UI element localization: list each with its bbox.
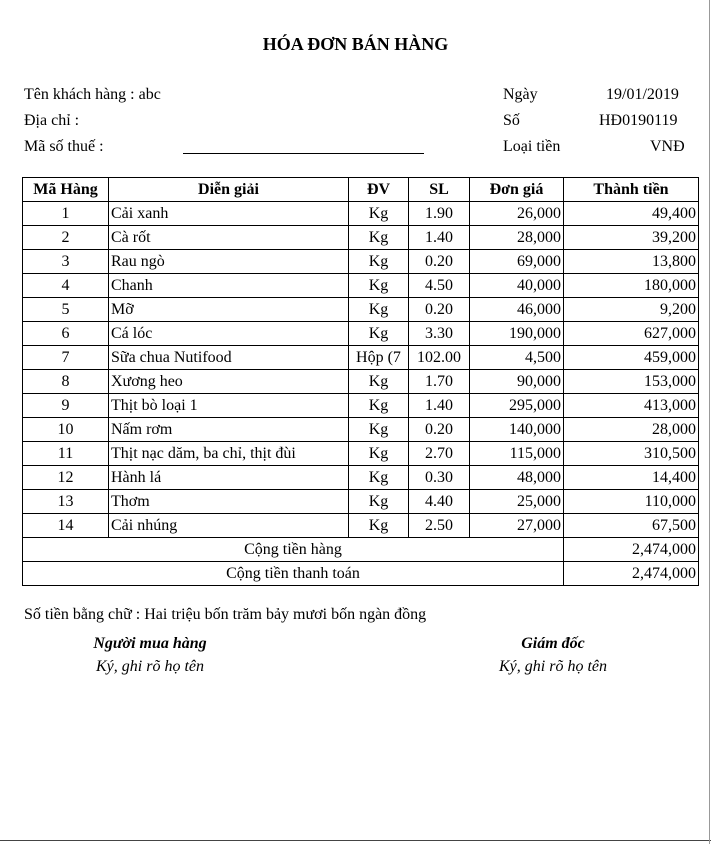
item-quantity: 0.20	[409, 250, 470, 274]
table-row	[23, 346, 699, 370]
item-description: Cải nhúng	[109, 514, 349, 538]
item-unit: Kg	[349, 226, 409, 250]
header-item-code: Mã Hàng	[23, 178, 109, 202]
item-description: Cải xanh	[109, 202, 349, 226]
item-quantity: 0.20	[409, 418, 470, 442]
item-unit: Kg	[349, 514, 409, 538]
buyer-signature-note: Ký, ghi rõ họ tên	[96, 658, 204, 675]
item-quantity: 0.20	[409, 298, 470, 322]
item-amount: 310,500	[564, 442, 699, 466]
item-unit-price: 27,000	[470, 514, 564, 538]
table-header-row	[23, 178, 699, 202]
item-unit: Kg	[349, 370, 409, 394]
table-row	[23, 370, 699, 394]
date-label: Ngày	[503, 86, 538, 103]
item-code: 11	[23, 442, 109, 466]
item-unit: Kg	[349, 466, 409, 490]
table-row	[23, 274, 699, 298]
item-code: 14	[23, 514, 109, 538]
item-unit: Kg	[349, 442, 409, 466]
item-amount: 49,400	[564, 202, 699, 226]
item-unit-price: 48,000	[470, 466, 564, 490]
tax-code-line	[183, 153, 424, 154]
item-code: 7	[23, 346, 109, 370]
item-description: Hành lá	[109, 466, 349, 490]
item-quantity: 3.30	[409, 322, 470, 346]
item-description: Xương heo	[109, 370, 349, 394]
item-amount: 14,400	[564, 466, 699, 490]
item-amount: 627,000	[564, 322, 699, 346]
item-quantity: 4.40	[409, 490, 470, 514]
item-description: Chanh	[109, 274, 349, 298]
invoice-title: HÓA ĐƠN BÁN HÀNG	[262, 34, 449, 54]
total-row	[23, 562, 699, 586]
item-description: Thịt bò loại 1	[109, 394, 349, 418]
address-label: Địa chỉ :	[24, 112, 80, 129]
item-amount: 180,000	[564, 274, 699, 298]
table-row	[23, 442, 699, 466]
item-description: Cá lóc	[109, 322, 349, 346]
item-quantity: 102.00	[409, 346, 470, 370]
tax-code-label: Mã số thuế :	[24, 138, 104, 155]
item-unit-price: 46,000	[470, 298, 564, 322]
item-amount: 413,000	[564, 394, 699, 418]
item-unit-price: 26,000	[470, 202, 564, 226]
item-unit-price: 40,000	[470, 274, 564, 298]
table-row	[23, 394, 699, 418]
item-description: Nấm rơm	[109, 418, 349, 442]
item-code: 8	[23, 370, 109, 394]
currency-label: Loại tiền	[503, 138, 561, 155]
item-unit: Kg	[349, 418, 409, 442]
item-quantity: 2.70	[409, 442, 470, 466]
item-description: Cà rốt	[109, 226, 349, 250]
item-quantity: 2.50	[409, 514, 470, 538]
item-code: 9	[23, 394, 109, 418]
item-amount: 110,000	[564, 490, 699, 514]
page-bottom-border	[0, 840, 711, 841]
director-signature-note: Ký, ghi rõ họ tên	[499, 658, 607, 675]
item-amount: 153,000	[564, 370, 699, 394]
subtotal-value: 2,474,000	[564, 538, 699, 562]
director-title: Giám đốc	[521, 635, 585, 652]
item-unit: Kg	[349, 490, 409, 514]
item-unit: Kg	[349, 202, 409, 226]
item-code: 1	[23, 202, 109, 226]
item-unit-price: 190,000	[470, 322, 564, 346]
item-amount: 9,200	[564, 298, 699, 322]
item-code: 6	[23, 322, 109, 346]
item-unit: Kg	[349, 394, 409, 418]
header-quantity: SL	[409, 178, 470, 202]
currency-value: VNĐ	[650, 138, 685, 155]
header-unit: ĐV	[349, 178, 409, 202]
item-description: Rau ngò	[109, 250, 349, 274]
header-amount: Thành tiền	[564, 178, 699, 202]
amount-in-words: Số tiền bằng chữ : Hai triệu bốn trăm bảy mươi bốn ngàn đồng	[24, 606, 427, 623]
item-code: 5	[23, 298, 109, 322]
item-quantity: 1.70	[409, 370, 470, 394]
subtotal-row	[23, 538, 699, 562]
item-quantity: 1.40	[409, 394, 470, 418]
invoice-number-label: Số	[503, 112, 520, 129]
item-quantity: 0.30	[409, 466, 470, 490]
table-row	[23, 322, 699, 346]
item-unit-price: 140,000	[470, 418, 564, 442]
invoice-number-value: HĐ0190119	[599, 112, 678, 129]
table-row	[23, 298, 699, 322]
item-code: 2	[23, 226, 109, 250]
item-unit: Kg	[349, 274, 409, 298]
item-unit-price: 90,000	[470, 370, 564, 394]
item-unit: Kg	[349, 250, 409, 274]
item-unit-price: 115,000	[470, 442, 564, 466]
item-amount: 39,200	[564, 226, 699, 250]
header-description: Diễn giải	[109, 178, 349, 202]
item-amount: 459,000	[564, 346, 699, 370]
item-description: Thơm	[109, 490, 349, 514]
item-unit: Hộp (7	[349, 346, 409, 370]
page-right-border	[709, 0, 710, 844]
item-description: Thịt nạc dăm, ba chỉ, thịt đùi	[109, 442, 349, 466]
table-row	[23, 418, 699, 442]
item-unit-price: 69,000	[470, 250, 564, 274]
item-quantity: 1.40	[409, 226, 470, 250]
items-table	[22, 177, 699, 586]
table-row	[23, 226, 699, 250]
table-row	[23, 490, 699, 514]
item-description: Mỡ	[109, 298, 349, 322]
item-unit-price: 295,000	[470, 394, 564, 418]
table-row	[23, 202, 699, 226]
item-code: 3	[23, 250, 109, 274]
total-label: Cộng tiền thanh toán	[23, 562, 564, 586]
item-amount: 28,000	[564, 418, 699, 442]
date-value: 19/01/2019	[606, 86, 679, 103]
item-quantity: 1.90	[409, 202, 470, 226]
item-description: Sữa chua Nutifood	[109, 346, 349, 370]
table-row	[23, 250, 699, 274]
item-code: 13	[23, 490, 109, 514]
item-amount: 13,800	[564, 250, 699, 274]
item-unit-price: 25,000	[470, 490, 564, 514]
table-row	[23, 466, 699, 490]
item-code: 10	[23, 418, 109, 442]
item-quantity: 4.50	[409, 274, 470, 298]
item-code: 12	[23, 466, 109, 490]
item-unit-price: 4,500	[470, 346, 564, 370]
header-unit-price: Đơn giá	[470, 178, 564, 202]
total-value: 2,474,000	[564, 562, 699, 586]
subtotal-label: Cộng tiền hàng	[23, 538, 564, 562]
item-unit-price: 28,000	[470, 226, 564, 250]
item-amount: 67,500	[564, 514, 699, 538]
item-code: 4	[23, 274, 109, 298]
buyer-title: Người mua hàng	[93, 635, 207, 652]
item-unit: Kg	[349, 298, 409, 322]
table-row	[23, 514, 699, 538]
customer-name: Tên khách hàng : abc	[24, 86, 161, 103]
item-unit: Kg	[349, 322, 409, 346]
